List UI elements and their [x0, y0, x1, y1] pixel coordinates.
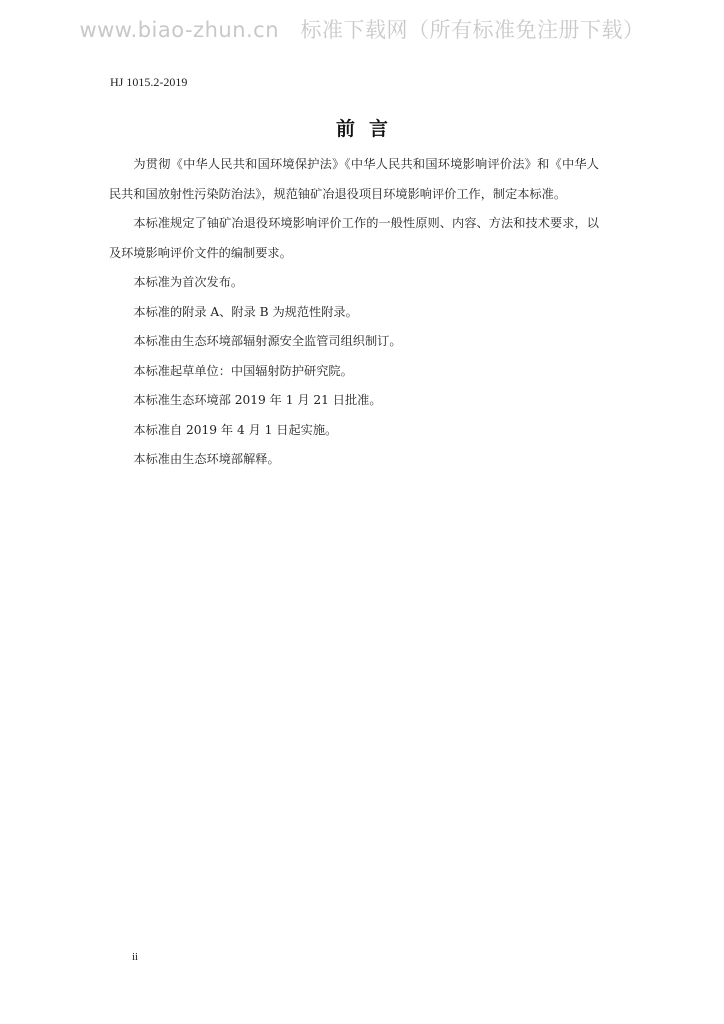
- paragraph-interpretation: 本标准由生态环境部解释。: [133, 452, 280, 466]
- paragraph-purpose: 为贯彻《中华人民共和国环境保护法》《中华人民共和国环境影响评价法》和《中华人民共和国放射性污染防治法》，规范铀矿冶退役项目环境影响评价工作，制定本标准。: [109, 157, 599, 201]
- paragraph-appendix: 本标准的附录 A、附录 B 为规范性附录。: [133, 304, 358, 319]
- watermark-text: www.biao-zhun.cn 标准下载网（所有标准免注册下载）: [79, 18, 645, 42]
- standard-code: HJ 1015.2-2019: [110, 75, 188, 89]
- foreword-body: [109, 150, 599, 475]
- paragraph-effective-date: 本标准自 2019 年 4 月 1 日起实施。: [133, 422, 338, 437]
- page-title: 前言: [335, 118, 402, 140]
- paragraph-drafting-unit: 本标准起草单位：中国辐射防护研究院。: [133, 363, 353, 378]
- paragraph-scope: 本标准规定了铀矿冶退役环境影响评价工作的一般性原则、内容、方法和技术要求，以及环境影响评价文件的编制要求。: [109, 216, 599, 260]
- paragraph-first-release: 本标准为首次发布。: [133, 275, 244, 289]
- paragraph-approval: 本标准生态环境部 2019 年 1 月 21 日批准。: [133, 393, 382, 407]
- paragraph-organizer: 本标准由生态环境部辐射源安全监管司组织制订。: [133, 334, 402, 348]
- page-number: ii: [132, 951, 139, 963]
